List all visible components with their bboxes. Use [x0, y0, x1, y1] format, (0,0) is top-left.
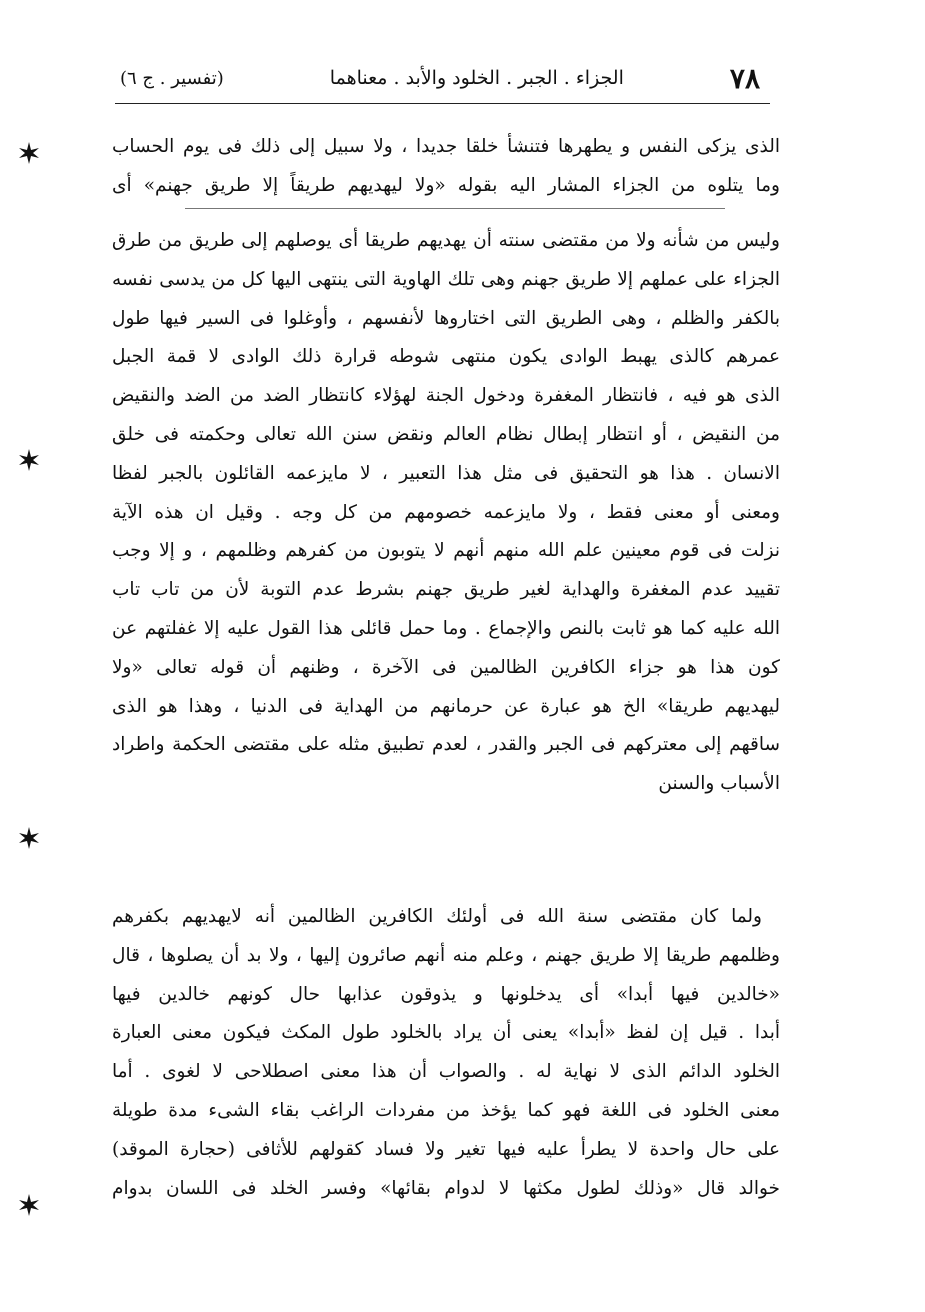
- text-line: «خالدين فيها أبدا» أى يدخلونها و يذوقون عذابها حال كونهم خالدين فيها: [112, 983, 780, 1005]
- text-line: الانسان . هذا هو التحقيق فى مثل هذا التعبير ، لا مايزعمه القائلون بالجبر لفظا: [112, 462, 780, 484]
- text-line: الذى هو فيه ، فانتظار المغفرة ودخول الجنة لهؤلاء كانتظار الضد من الضد والنقيض: [112, 385, 780, 407]
- text-line: من النقيض ، أو انتظار إبطال نظام العالم ونقض سنن الله تعالى وحكمته فى خلق: [112, 423, 780, 445]
- section-rule: [185, 208, 725, 209]
- text-line: وليس من شأنه ولا من مقتضى سنته أن يهديهم طريقا أى يوصلهم إلى طريق من طرق: [112, 230, 780, 251]
- text-line: الله عليه كما هو ثابت بالنص والإجماع . وما حمل قائلى هذا القول عليه إلا غفلتهم عن: [112, 617, 780, 639]
- text-line: وما يتلوه من الجزاء المشار اليه بقوله «ولا ليهديهم طريقاً إلا طريق جهنم» أى: [112, 174, 780, 196]
- text-line: وظلمهم طريقا إلا طريق جهنم ، وعلم منه أنهم صائرون إليها ، ولا بد أن يصلوها ، قال: [112, 944, 780, 966]
- text-line: ومعنى أو معنى فقط ، ولا مايزعمه خصومهم من كل وجه . وقيل ان هذه الآية: [112, 501, 780, 523]
- running-title: الجزاء . الجبر . الخلود والأبد . معناهما: [329, 67, 624, 89]
- text-line: ساقهم إلى معتركهم فى الجبر والقدر ، لعدم تطبيق مثله على مقتضى الحكمة واطراد: [112, 734, 780, 756]
- page-header: [120, 58, 760, 98]
- series-reference: (تفسير . ج ٦): [120, 67, 224, 89]
- page-number: ٧٨: [729, 61, 760, 95]
- text-line: معنى الخلود فى اللغة فهو كما يؤخذ من مفردات الراغب بقاء الشىء مدة طويلة: [112, 1099, 780, 1121]
- text-line: ولما كان مقتضى سنة الله فى أولئك الكافرين الظالمين أنه لايهديهم بكفرهم: [112, 906, 762, 927]
- text-line: على حال واحدة لا يطرأ عليه فيها تغير ولا فساد كقولهم للأثافى (حجارة الموقد): [112, 1138, 780, 1160]
- text-line: الخلود الدائم الذى لا نهاية له . والصواب أن هذا معنى اصطلاحى لا لغوى . أما: [112, 1061, 780, 1083]
- asterisk-mark-icon: [16, 140, 42, 166]
- paragraph-khulud: [112, 898, 780, 1208]
- commentary-paragraph: [112, 222, 780, 804]
- text-line: بالكفر والظلم ، وهى الطريق التى اختاروها لأنفسهم ، وأوغلوا فى السير فيها طول: [112, 307, 780, 329]
- text-line: ليهديهم طريقا» الخ هو عبارة عن حرمانهم من الهداية فى الدنيا ، وهذا هو الذى: [112, 695, 780, 717]
- header-rule: [115, 103, 770, 104]
- paragraph-continuation: [112, 128, 780, 206]
- text-line: الجزاء على عملهم إلا طريق جهنم وهى تلك الهاوية التى ينتهى اليها كل من يدسى نفسه: [112, 268, 780, 290]
- text-line: تقييد عدم المغفرة والهداية لغير طريق جهنم بشرط عدم التوبة لأن من تاب تاب: [112, 579, 780, 601]
- text-line: أبدا . قيل إن لفظ «أبدا» يعنى أن يراد بالخلود طول المكث فيكون معنى العبارة: [112, 1022, 780, 1044]
- asterisk-mark-icon: [16, 825, 42, 851]
- asterisk-mark-icon: [16, 447, 42, 473]
- text-line: الأسباب والسنن: [658, 773, 780, 795]
- text-line: عمرهم كالذى يهبط الوادى يكون منتهى شوطه قرارة ذلك الوادى لا قمة الجبل: [112, 346, 780, 368]
- text-line: خوالد قال «وذلك لطول مكثها لا لدوام بقائها» وفسر الخلد فى اللسان بدوام: [112, 1177, 780, 1199]
- text-line: كون هذا هو جزاء الكافرين الظالمين فى الآخرة ، وظنهم أن قوله تعالى «ولا: [112, 656, 780, 678]
- text-line: نزلت فى قوم معينين علم الله منهم أنهم لا يتوبون من كفرهم وظلمهم ، و إلا وجب: [112, 540, 780, 562]
- text-line: الذى يزكى النفس و يطهرها فتنشأ خلقا جديدا ، ولا سبيل إلى ذلك فى يوم الحساب: [112, 136, 780, 157]
- asterisk-mark-icon: [16, 1192, 42, 1218]
